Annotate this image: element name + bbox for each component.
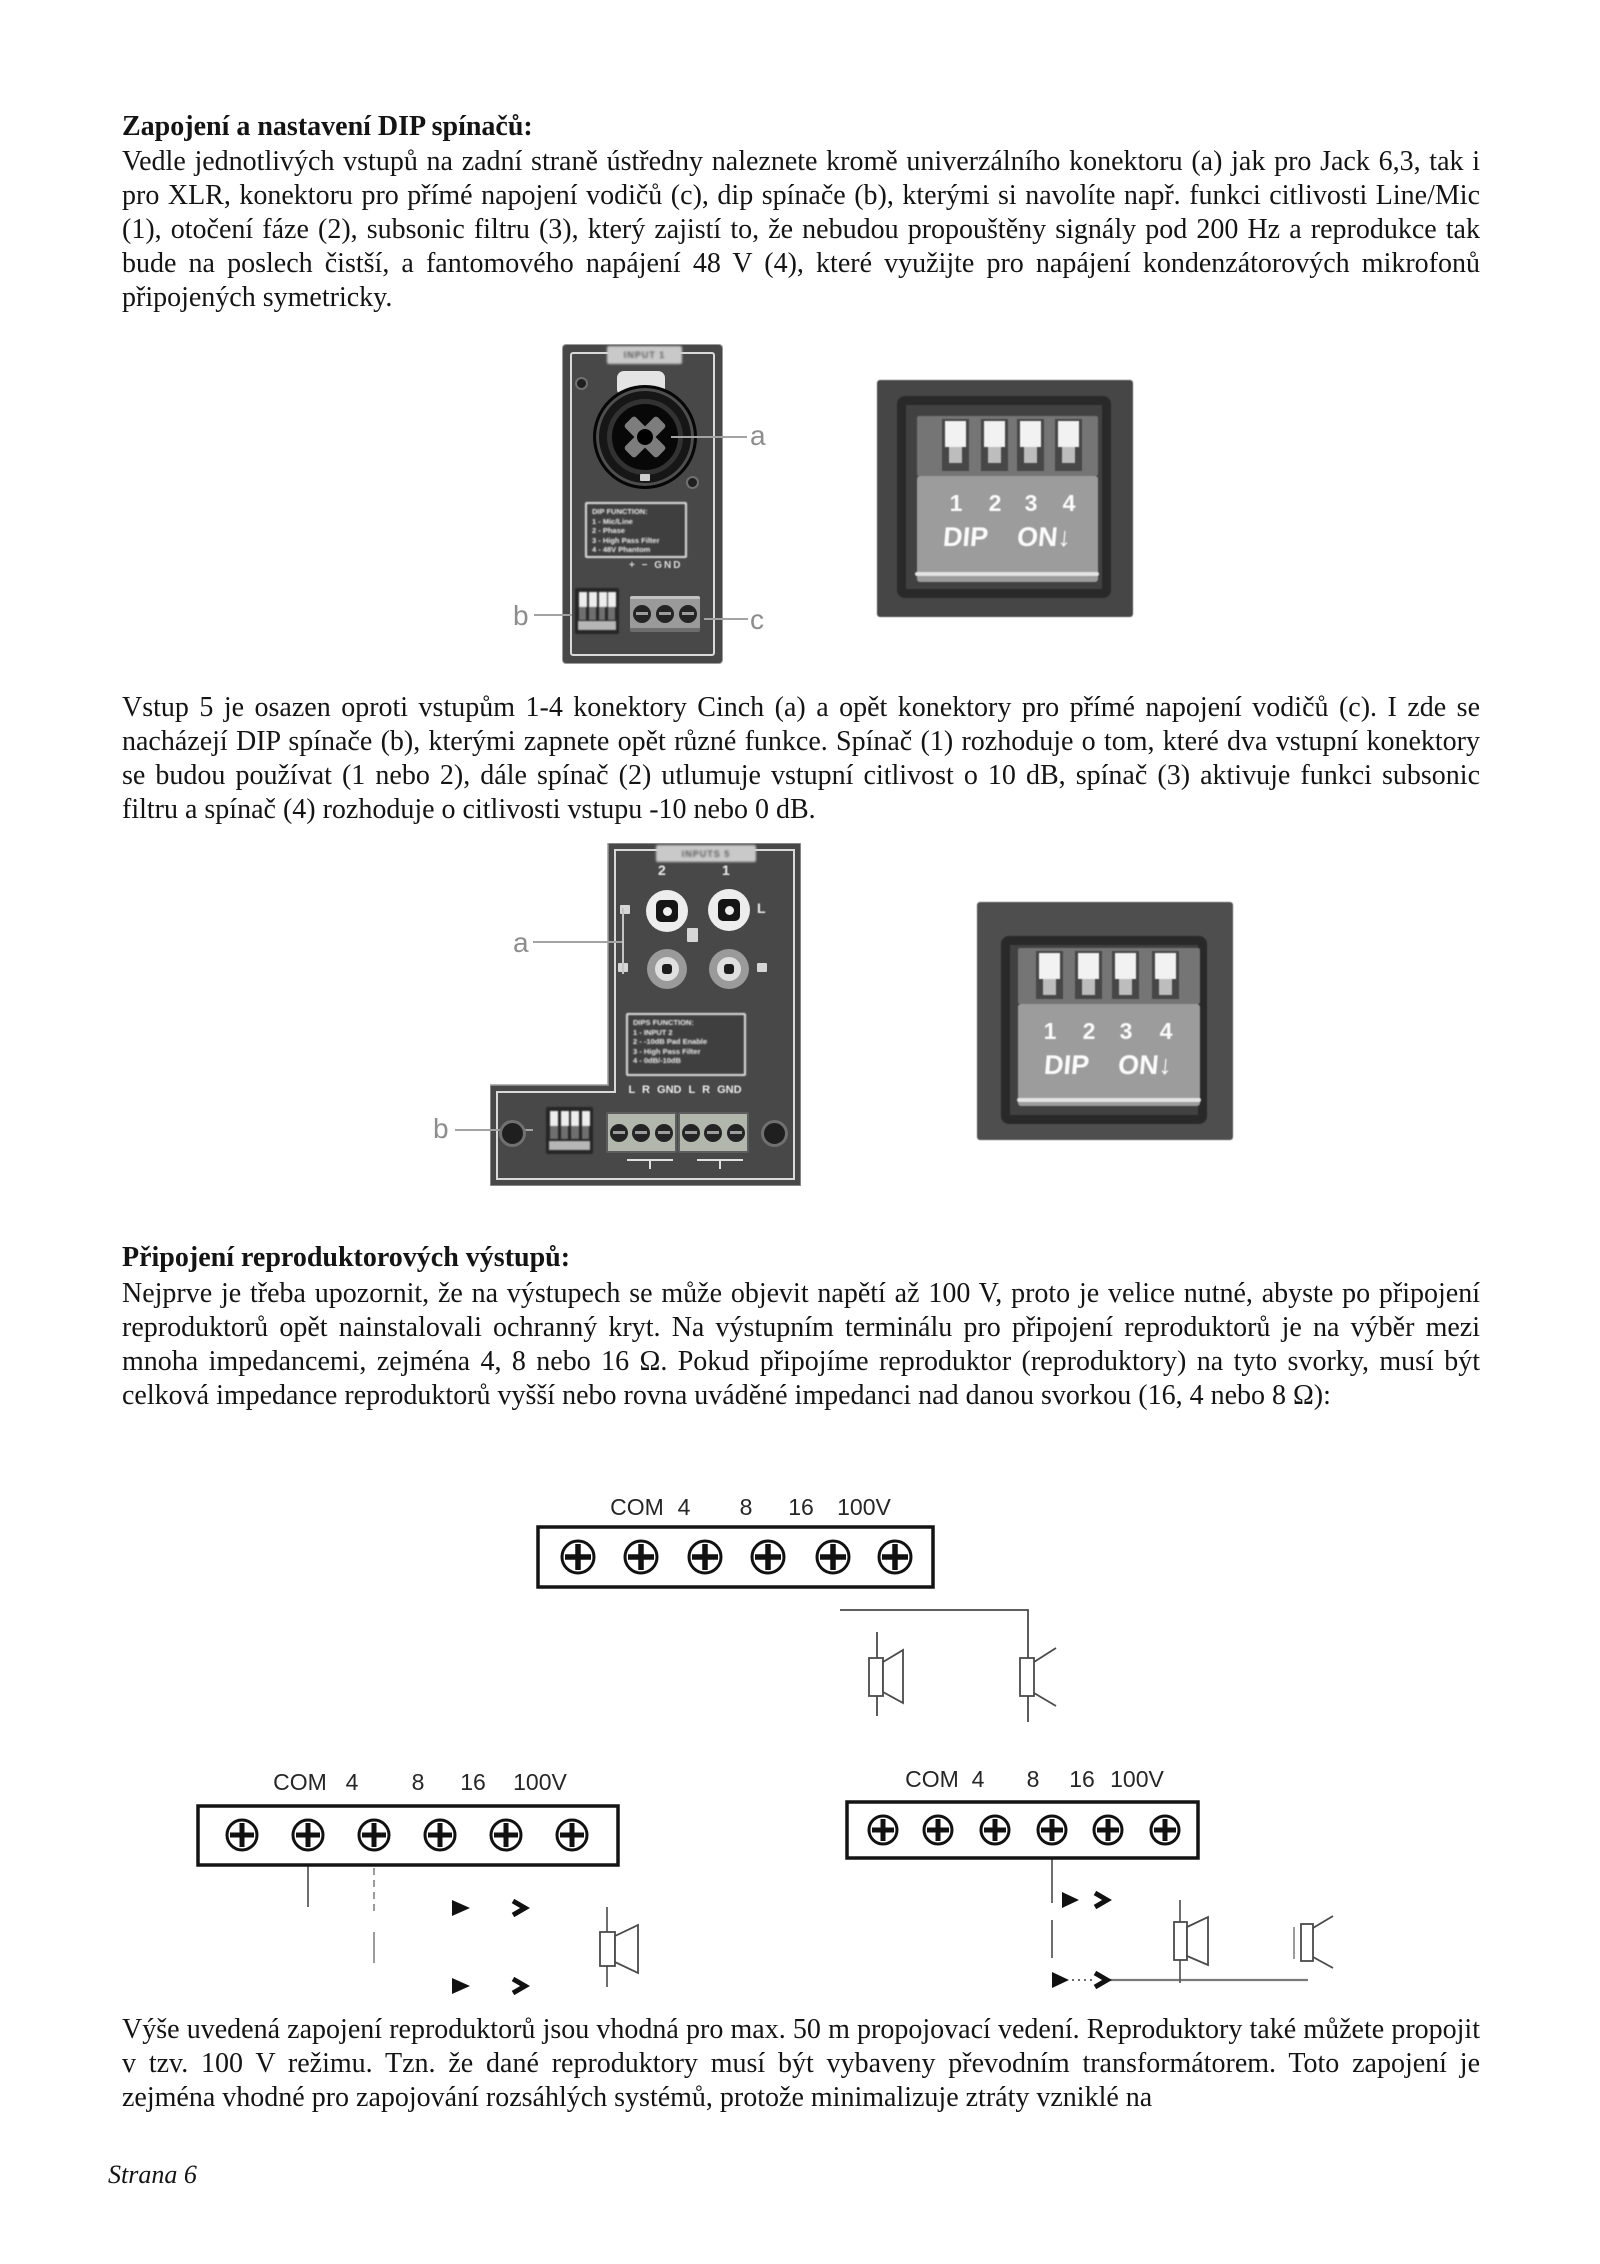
dip-slider-row <box>1018 948 1200 1004</box>
dip-slider <box>571 1111 579 1139</box>
body-paragraph-4: Výše uvedená zapojení reproduktorů jsou vhodná pro max. 50 m propojovací vedení. Reproduktory také můžete propojit v tzv. 100 V režimu. Tzn. že dané reproduktory musí být vybaveny převodním transformátorem. Toto zapojení je zejména vhodné pro zapojování rozsáhlých systémů, protože minimalizuje ztráty vzniklé na <box>122 2014 1480 2113</box>
panel-mark <box>687 928 698 942</box>
body-paragraph-1: Vedle jednotlivých vstupů na zadní straně ústředny naleznete kromě univerzálního konektoru (a) jak pro Jack 6,3, tak i pro XLR, konektoru pro přímé napojení vodičů (c), dip spínače (b), kterými si navolíte např. funkci citlivosti Line/Mic (1), otočení fáze (2), subsonic filtru (3), který zajistí to, že nebudou propouštěny signály pod 200 Hz a reprodukce tak bude na poslech čistší, a fantomového napájení 48 V (4), které využijte pro napájení kondenzátorových mikrofonů připojených symetricky. <box>122 146 1480 313</box>
wire-terminal-block <box>678 1112 749 1153</box>
body-paragraph-3: Nejprve je třeba upozornit, že na výstupech se může objevit napětí až 100 V, proto je velice nutné, abyste po připojení reproduktorů opět nainstalovali ochranný kryt. Na výstupním terminálu pro připojení reproduktorů je na výběr mezi mnoha impedancemi, zejména 4, 8 nebo 16 Ω. Pokud připojíme reproduktor (reproduktory) na tyto svorky, musí být celková impedance reproduktorů vyšší nebo rovna uváděné impedanci nad danou svorkou (16, 4 nebo 8 Ω): <box>122 1278 1480 1411</box>
dip-legend-line: 4 - 0dB/-10dB <box>633 1056 681 1065</box>
dip-slider-row <box>917 416 1098 476</box>
dip-switch <box>546 1107 593 1154</box>
dip-slider <box>1075 951 1102 999</box>
terminal-screw-icon <box>679 605 697 623</box>
dip-legend-title: DIP FUNCTION: <box>592 507 648 516</box>
terminal-screw-icon <box>655 1124 673 1142</box>
terminal-label-100v: 100V <box>837 1494 891 1520</box>
panel-screw-icon <box>575 377 588 390</box>
terminal-screw-icon <box>704 1124 722 1142</box>
dip-number: 1 <box>949 490 963 516</box>
terminal-label-4: 4 <box>677 1494 691 1520</box>
dip-slider <box>942 419 969 471</box>
lrgnd-labels: L R GND L R GND <box>628 1084 742 1096</box>
cinch-jack-top-right <box>708 889 750 931</box>
dip-slider <box>1152 951 1179 999</box>
dip-legend-line: 3 - High Pass Filter <box>633 1046 701 1056</box>
dip-slider <box>1036 951 1063 999</box>
dip-function-legend <box>626 1013 746 1076</box>
cinch-jack-top-left <box>646 890 688 932</box>
wiring <box>1052 1858 1308 1983</box>
dip-legend-title: DIPS FUNCTION: <box>633 1018 694 1027</box>
terminal-label-com: COM <box>273 1769 327 1795</box>
terminal-screw-icon <box>727 1124 745 1142</box>
dip-number: 4 <box>1062 490 1076 516</box>
input1-label: INPUT 1 <box>607 346 682 364</box>
jack-hole <box>637 429 653 445</box>
panel-screw-icon <box>686 476 699 489</box>
dip-slider <box>981 419 1008 471</box>
input-number-1: 1 <box>722 862 730 878</box>
page-number: Strana 6 <box>108 2160 197 2189</box>
dip-number: 3 <box>1119 1018 1133 1044</box>
terminal-screw-icon <box>610 1124 628 1142</box>
terminal-screw-icon <box>682 1124 700 1142</box>
pointer-label-a: a <box>513 927 529 958</box>
terminal-label-100v: 100V <box>513 1769 567 1795</box>
speaker-icon-open <box>1301 1916 1333 1968</box>
dip-slider <box>589 592 596 620</box>
dip-number: 2 <box>988 490 1002 516</box>
dip-number: 1 <box>1043 1018 1057 1044</box>
terminal-screw-icon <box>656 605 674 623</box>
speaker-terminal-diagram-1 <box>530 1490 1070 1735</box>
speaker-icon <box>600 1925 638 1973</box>
dip-slider <box>1055 419 1082 471</box>
terminal-label-4: 4 <box>345 1769 359 1795</box>
pointer-bracket-a <box>622 908 624 974</box>
dip-label: DIP <box>941 522 990 552</box>
wire-terminal-block <box>630 596 700 632</box>
speaker-icon <box>1174 1917 1208 1965</box>
dip-number: 3 <box>1024 490 1038 516</box>
input1-panel-photo <box>563 345 722 663</box>
speaker-terminal-diagram-2 <box>190 1765 660 2010</box>
dip-slider <box>579 592 586 620</box>
direction-arrows <box>1052 1892 1107 1988</box>
dip-slider <box>550 1111 558 1139</box>
dip-function-legend <box>585 502 687 558</box>
dip-legend-line: 4 - 48V Phantom <box>592 545 651 554</box>
on-label: ON↓ <box>1116 1050 1174 1080</box>
gnd-label: + − GND <box>629 560 683 571</box>
terminal-screw-icon <box>633 605 651 623</box>
dip-legend-line: 2 - Phase <box>592 526 625 535</box>
terminal-strip <box>538 1527 933 1587</box>
cinch-jack-bottom-right <box>709 949 749 989</box>
speaker-terminal-diagram-3 <box>840 1765 1360 2010</box>
dip-print-band <box>549 1141 590 1150</box>
terminal-label-16: 16 <box>788 1494 814 1520</box>
terminal-label-8: 8 <box>739 1494 753 1520</box>
dip-slider <box>1112 951 1139 999</box>
dip-slider <box>582 1111 590 1139</box>
terminal-strip <box>198 1806 618 1865</box>
pointer-label-b: b <box>513 600 529 631</box>
terminal-label-16: 16 <box>460 1769 486 1795</box>
pointer-line-c <box>704 618 748 620</box>
dip-base-line <box>1017 1098 1201 1102</box>
dip-switch <box>575 588 619 634</box>
dip-number: 2 <box>1082 1018 1096 1044</box>
dip-numbers <box>917 490 1098 520</box>
dip-on-marking <box>916 522 1100 556</box>
xlr-notch <box>640 474 650 481</box>
direction-arrows <box>452 1900 525 1994</box>
dip-on-marking <box>1017 1050 1202 1084</box>
dip-slider <box>561 1111 569 1139</box>
terminal-screw-icon <box>632 1124 650 1142</box>
dip-switch-closeup-photo-1 <box>877 380 1133 617</box>
dip-switch-closeup-photo-2 <box>977 902 1233 1140</box>
dip-slider <box>599 592 606 620</box>
input-number-2: 2 <box>658 862 666 878</box>
speaker-icon <box>869 1650 903 1703</box>
pointer-label-b: b <box>433 1113 449 1144</box>
on-label: ON↓ <box>1015 522 1073 552</box>
dip-numbers <box>1018 1018 1200 1048</box>
bracket-line <box>697 1159 743 1161</box>
dip-slider <box>608 592 615 620</box>
pointer-line-b <box>534 614 572 616</box>
section-heading-speakers: Připojení reproduktorových výstupů: <box>122 1242 571 1273</box>
dip-legend-line: 3 - High Pass Filter <box>592 535 660 545</box>
dip-number: 4 <box>1159 1018 1173 1044</box>
terminal-label-4: 4 <box>971 1766 985 1792</box>
terminal-label-16: 16 <box>1069 1766 1095 1792</box>
dip-print-band <box>578 621 616 630</box>
dip-legend-line: 1 - INPUT 2 <box>633 1027 673 1037</box>
wiring <box>308 1865 607 1987</box>
wire-terminal-block <box>606 1112 677 1153</box>
pointer-label-c: c <box>750 604 764 635</box>
dip-label: DIP <box>1042 1050 1091 1080</box>
section-heading-dip: Zapojení a nastavení DIP spínačů: <box>122 111 533 142</box>
dip-legend-line: 2 - -10dB Pad Enable <box>633 1037 708 1046</box>
terminal-label-100v: 100V <box>1110 1766 1164 1792</box>
pointer-line-a <box>533 941 622 943</box>
body-paragraph-2: Vstup 5 je osazen oproti vstupům 1-4 konektory Cinch (a) a opět konektory pro přímé napojení vodičů (c). I zde se nacházejí DIP spínače (b), kterými zapnete opět různé funkce. Spínač (1) rozhoduje o tom, které dva vstupní konektory se budou používat (1 nebo 2), dále spínač (2) utlumuje vstupní citlivost o 10 dB, spínač (3) aktivuje funkci subsonic filtru a spínač (4) rozhoduje o citlivosti vstupu -10 nebo 0 dB. <box>122 692 1480 825</box>
bracket-line <box>627 1159 673 1161</box>
pointer-label-a: a <box>750 420 766 451</box>
channel-l-label: L <box>757 900 766 916</box>
cinch-jack-bottom-left <box>647 949 687 989</box>
dip-base-line <box>915 572 1099 576</box>
dip-slider <box>1017 419 1044 471</box>
terminal-label-com: COM <box>610 1494 664 1520</box>
terminal-strip <box>847 1802 1198 1858</box>
terminal-label-8: 8 <box>411 1769 425 1795</box>
inputs5-label: INPUTS 5 <box>656 845 756 862</box>
terminal-label-8: 8 <box>1026 1766 1040 1792</box>
terminal-label-com: COM <box>905 1766 959 1792</box>
panel-screw-icon <box>499 1120 526 1147</box>
panel-screw-icon <box>761 1120 788 1147</box>
panel-mark <box>757 963 767 972</box>
pointer-line-a <box>671 436 747 438</box>
speaker-icon-open <box>1020 1648 1056 1706</box>
dip-legend-line: 1 - Mic/Line <box>592 516 633 526</box>
